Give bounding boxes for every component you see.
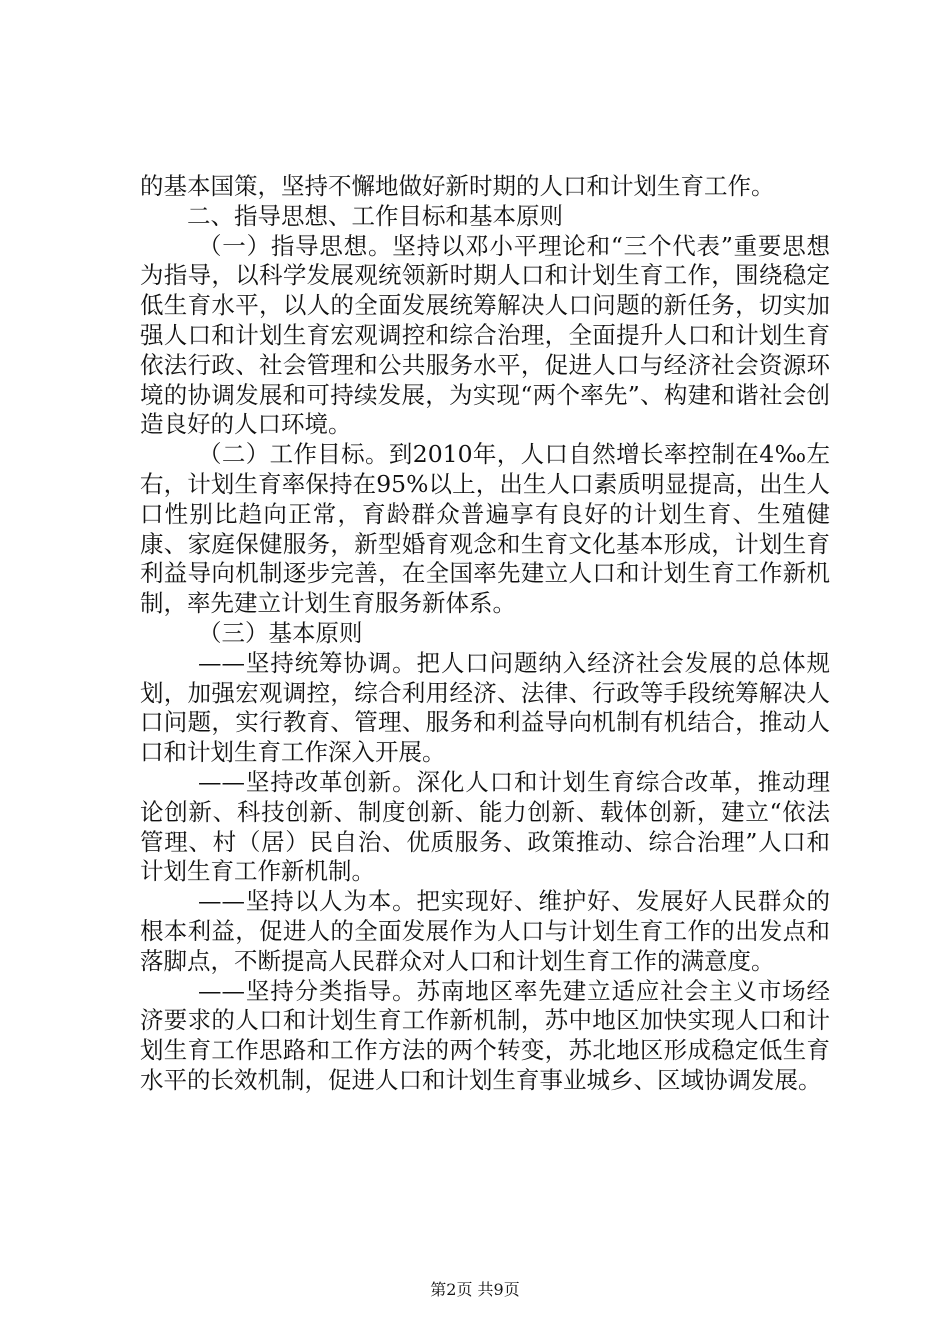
section-heading: 二、指导思想、工作目标和基本原则 bbox=[187, 201, 563, 230]
page-footer: 第2页 共9页 bbox=[430, 1280, 520, 1299]
paragraph-principle-people: ——坚持以人为本。把实现好、维护好、发展好人民群众的根本利益，促进人的全面发展作为人口与计划生育工作的出发点和落脚点，不断提高人民群众对人口和计划生育工作的满意度。 bbox=[140, 887, 830, 975]
paragraph-continuation: 的基本国策，坚持不懈地做好新时期的人口和计划生育工作。 bbox=[140, 172, 775, 200]
subsection-heading-principles: （三）基本原则 bbox=[198, 618, 363, 647]
paragraph-principle-coordination: ——坚持统筹协调。把人口问题纳入经济社会发展的总体规划，加强宏观调控，综合利用经济、法律、行政等手段统筹解决人口问题，实行教育、管理、服务和利益导向机制有机结合，推动人口和计划生育工作深入开展。 bbox=[140, 648, 830, 767]
paragraph-guiding-ideology: （一）指导思想。坚持以邓小平理论和“三个代表”重要思想为指导，以科学发展观统领新时期人口和计划生育工作，围绕稳定低生育水平，以人的全面发展统筹解决人口问题的新任务，切实加强人口和计划生育宏观调控和综合治理，全面提升人口和计划生育依法行政、社会管理和公共服务水平，促进人口与经济社会资源环境的协调发展和可持续发展，为实现“两个率先”、构建和谐社会创造良好的人口环境。 bbox=[140, 231, 830, 439]
paragraph-principle-classified: ——坚持分类指导。苏南地区率先建立适应社会主义市场经济要求的人口和计划生育工作新机制，苏中地区加快实现人口和计划生育工作思路和工作方法的两个转变，苏北地区形成稳定低生育水平的长效机制，促进人口和计划生育事业城乡、区域协调发展。 bbox=[140, 976, 830, 1094]
document-body bbox=[140, 172, 830, 1096]
paragraph-work-goals: （二）工作目标。到2010年，人口自然增长率控制在4‰左右，计划生育率保持在95%以上，出生人口素质明显提高，出生人口性别比趋向正常，育龄群众普遍享有良好的计划生育、生殖健康、家庭保健服务，新型婚育观念和生育文化基本形成，计划生育利益导向机制逐步完善，在全国率先建立人口和计划生育工作新机制，率先建立计划生育服务新体系。 bbox=[140, 440, 830, 618]
paragraph-principle-reform: ——坚持改革创新。深化人口和计划生育综合改革，推动理论创新、科技创新、制度创新、能力创新、载体创新，建立“依法管理、村（居）民自治、优质服务、政策推动、综合治理”人口和计划生育工作新机制。 bbox=[140, 767, 830, 886]
